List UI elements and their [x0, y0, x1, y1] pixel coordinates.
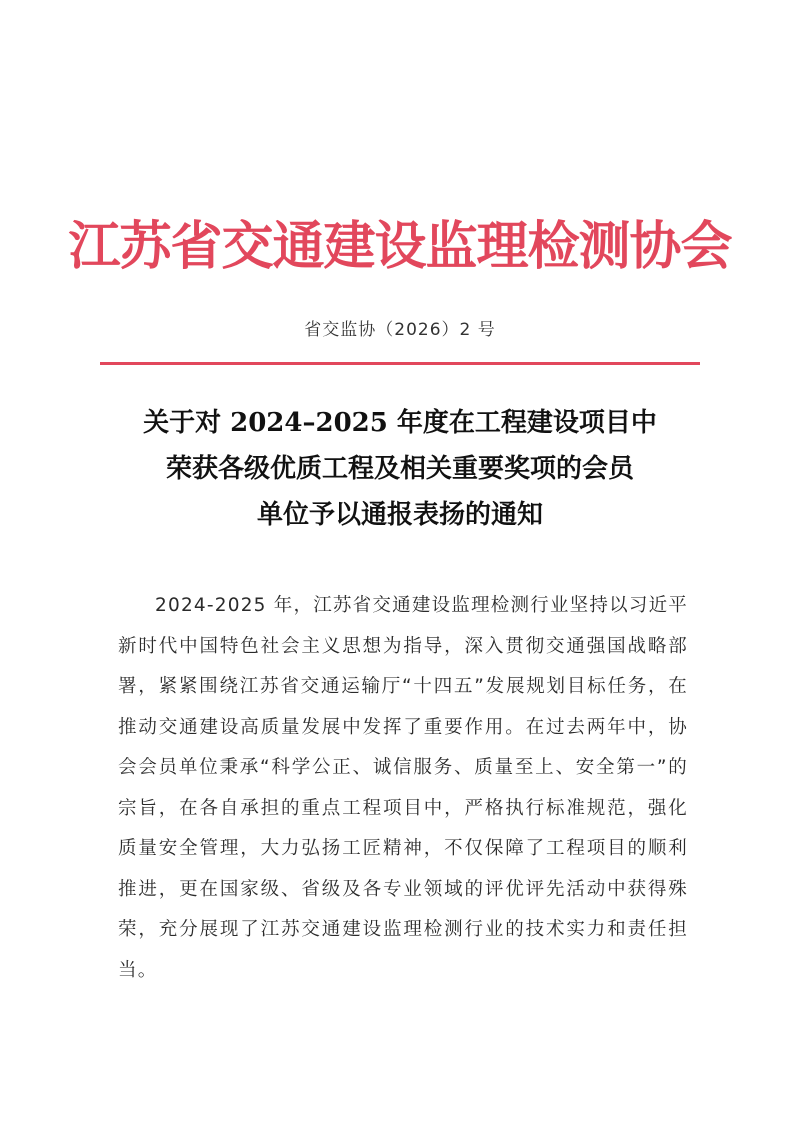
organization-title: 江苏省交通建设监理检测协会 — [68, 216, 732, 277]
notice-body-paragraph: 2024-2025 年，江苏省交通建设监理检测行业坚持以习近平新时代中国特色社会主义思想为指导，深入贯彻交通强国战略部署，紧紧围绕江苏省交通运输厅“十四五”发展规划目标任务，在推动交通建设高质量发展中发挥了重要作用。在过去两年中，协会会员单位秉承“科学公正、诚信服务、质量至上、安全第一”的宗旨，在各自承担的重点工程项目中，严格执行标准规范，强化质量安全管理，大力弘扬工匠精神，不仅保障了工程项目的顺利推进，更在国家级、省级及各专业领域的评优评先活动中获得殊荣，充分展现了江苏交通建设监理检测行业的技术实力和责任担当。 — [118, 595, 688, 981]
notice-title — [100, 400, 700, 538]
notice-title-line-1: 关于对 2024–2025 年度在工程建设项目中 — [143, 408, 657, 438]
notice-title-line-2: 荣获各级优质工程及相关重要奖项的会员 — [165, 454, 634, 484]
document-number: 省交监协（2026）2 号 — [304, 320, 496, 340]
notice-title-line-3: 单位予以通报表扬的通知 — [256, 500, 543, 530]
red-divider-line — [100, 362, 700, 365]
